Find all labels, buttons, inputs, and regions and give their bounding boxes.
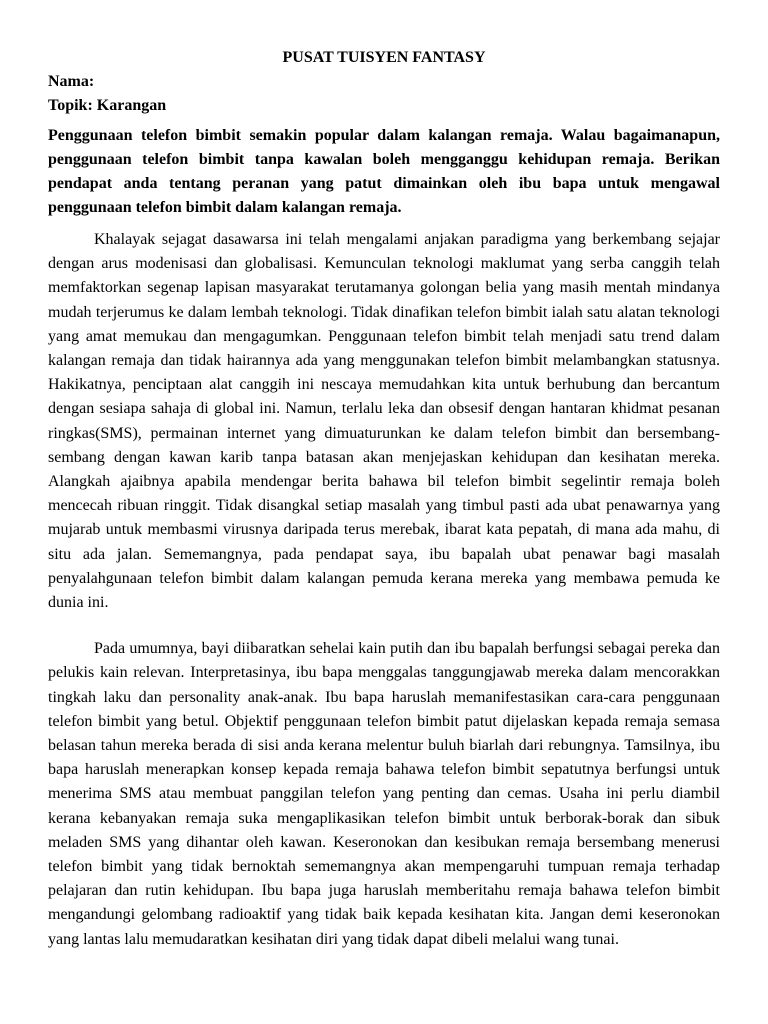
essay-question: Penggunaan telefon bimbit semakin popular dalam kalangan remaja. Walau bagaimanapun, penggunaan telefon bimbit tanpa kawalan boleh mengganggu kehidupan remaja. Berikan pendapat anda tentang peranan yang patut dimainkan oleh ibu bapa untuk mengawal penggunaan telefon bimbit dalam kalangan remaja. xyxy=(48,127,720,216)
document-title: PUSAT TUISYEN FANTASY xyxy=(282,49,486,66)
topic-label: Topik: Karangan xyxy=(48,97,167,114)
essay-paragraph-2: Pada umumnya, bayi diibaratkan sehelai kain putih dan ibu bapalah berfungsi sebagai pereka dan pelukis kain relevan. Interpretasinya, ibu bapa menggalas tanggungjawab mereka dalam mencorakkan tingkah laku dan personality anak-anak. Ibu bapa haruslah memanifestasikan cara-cara penggunaan telefon bimbit yang betul. Objektif penggunaan telefon bimbit patut dijelaskan kepada remaja semasa belasan tahun mereka berada di sisi anda kerana melentur buluh biarlah dari rebungnya. Tamsilnya, ibu bapa haruslah menerapkan konsep kepada remaja bahawa telefon bimbit sepatutnya berfungsi untuk menerima SMS atau membuat panggilan telefon yang penting dan cemas. Usaha ini perlu diambil kerana kebanyakan remaja suka mengaplikasikan telefon bimbit untuk berborak-borak dan sibuk meladen SMS yang dihantar oleh kawan. Keseronokan dan kesibukan remaja bersembang menerusi telefon bimbit yang tidak bernoktah sememangnya akan mempengaruhi tumpuan remaja terhadap pelajaran dan rutin kehidupan. Ibu bapa juga haruslah memberitahu remaja bahawa telefon bimbit mengandungi gelombang radioaktif yang tidak baik kepada kesihatan kita. Jangan demi keseronokan yang lantas lalu memudaratkan kesihatan diri yang tidak dapat dibeli melalui wang tunai. xyxy=(48,640,720,948)
essay-paragraph-1: Khalayak sejagat dasawarsa ini telah mengalami anjakan paradigma yang berkembang sejajar dengan arus modenisasi dan globalisasi. Kemunculan teknologi maklumat yang serba canggih telah memfaktorkan segenap lapisan masyarakat terutamanya golongan belia yang masih mentah mindanya mudah terjerumus ke dalam lembah teknologi. Tidak dinafikan telefon bimbit ialah satu alatan teknologi yang amat memukau dan mengagumkan. Penggunaan telefon bimbit telah menjadi satu trend dalam kalangan remaja dan tidak hairannya ada yang menggunakan telefon bimbit melambangkan statusnya. Hakikatnya, penciptaan alat canggih ini nescaya memudahkan kita untuk berhubung dan bercantum dengan sesiapa sahaja di global ini. Namun, terlalu leka dan obsesif dengan hantaran khidmat pesanan ringkas(SMS), permainan internet yang dimuaturunkan ke dalam telefon bimbit dan bersembang-sembang dengan kawan karib tanpa batasan akan menjejaskan kehidupan dan kesihatan mereka. Alangkah ajaibnya apabila mendengar berita bahawa bil telefon bimbit segelintir remaja boleh mencecah ribuan ringgit. Tidak disangkal setiap masalah yang timbul pasti ada ubat penawarnya yang mujarab untuk membasmi virusnya daripada terus merebak, ibarat kata pepatah, di mana ada mahu, di situ ada jalan. Sememangnya, pada pendapat saya, ibu bapalah ubat penawar bagi masalah penyalahgunaan telefon bimbit dalam kalangan pemuda kerana mereka yang membawa pemuda ke dunia ini. xyxy=(48,231,720,612)
name-label: Nama: xyxy=(48,73,95,90)
